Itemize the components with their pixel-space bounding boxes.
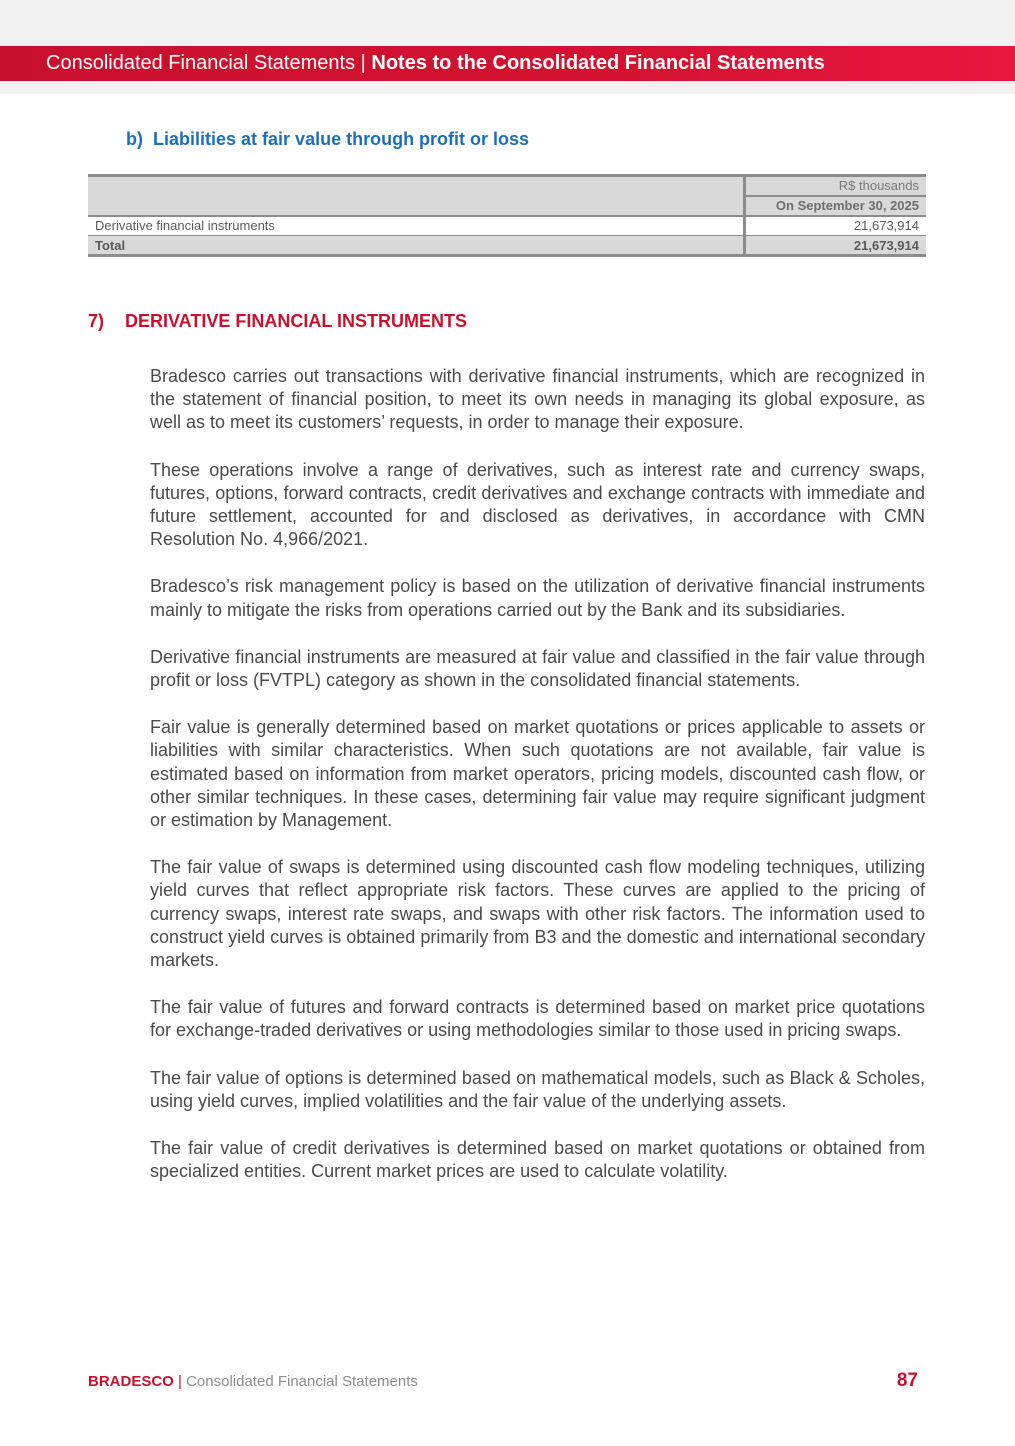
total-label: Total [88,236,744,256]
header-banner [0,46,1015,81]
paragraph: These operations involve a range of derivatives, such as interest rate and currency swaps, futures, options, forward contracts, credit derivatives and exchange contracts with immediate and future settlement, accounted for and disclosed as derivatives, in accordance with CMN Resolution No. 4,966/2021. [150,459,925,550]
header-underband [0,81,1015,94]
table-total-row [88,236,926,256]
paragraph: The fair value of swaps is determined using discounted cash flow modeling techniques, utilizing yield curves that reflect appropriate risk factors. These curves are applied to the pricing of currency swaps, interest rate swaps, and swaps with other risk factors. The information used to construct yield curves is obtained primarily from B3 and the domestic and international secondary markets. [150,857,925,971]
table-header-row [88,176,926,196]
liabilities-table [88,174,926,257]
subsection-label: b) [126,129,143,149]
table-unit: R$ thousands [744,176,926,196]
subsection-title: Liabilities at fair value through profit or loss [153,129,530,149]
subsection-heading [126,129,529,150]
top-margin-strip [0,0,1015,46]
footer-separator: | [178,1373,182,1390]
row-label: Derivative financial instruments [88,216,744,236]
header-separator: | [360,52,366,74]
table-row [88,216,926,236]
section-number: 7) [88,311,105,331]
paragraph: Derivative financial instruments are measured at fair value and classified in the fair value through profit or loss (FVTPL) category as shown in the consolidated financial statements. [150,646,925,691]
total-value: 21,673,914 [744,236,926,256]
paragraph: The fair value of credit derivatives is determined based on market quotations or obtained from specialized entities. Current market prices are used to calculate volatility. [150,1138,925,1182]
paragraph: The fair value of futures and forward contracts is determined based on market price quotations for exchange-traded derivatives or using methodologies similar to those used in pricing swaps. [150,997,925,1041]
paragraph: Bradesco’s risk management policy is based on the utilization of derivative financial instruments mainly to mitigate the risks from operations carried out by the Bank and its subsidiaries. [150,576,925,620]
paragraph: Bradesco carries out transactions with derivative financial instruments, which are recognized in the statement of financial position, to meet its own needs in managing its global exposure, as well as to meet its customers’ requests, in order to manage their exposure. [150,366,925,433]
header-section: Consolidated Financial Statements [46,52,356,74]
row-value: 21,673,914 [744,216,926,236]
footer [88,1373,418,1390]
section-heading [88,311,467,332]
header-title: Notes to the Consolidated Financial Statements [371,52,825,74]
section-body [150,365,925,1207]
footer-text: Consolidated Financial Statements [186,1373,418,1390]
page-number: 87 [896,1370,918,1391]
section-title: DERIVATIVE FINANCIAL INSTRUMENTS [125,311,468,331]
table-header-blank [88,176,744,216]
footer-brand: BRADESCO [88,1373,174,1390]
paragraph: Fair value is generally determined based on market quotations or prices applicable to assets or liabilities with similar characteristics. When such quotations are not available, fair value is estimated based on information from market operators, pricing models, discounted cash flow, or other similar techniques. In these cases, determining fair value may require significant judgment or estimation by Management. [150,717,925,831]
table-column-date: On September 30, 2025 [744,196,926,216]
paragraph: The fair value of options is determined based on mathematical models, such as Black & Scholes, using yield curves, implied volatilities and the fair value of the underlying assets. [150,1067,925,1111]
